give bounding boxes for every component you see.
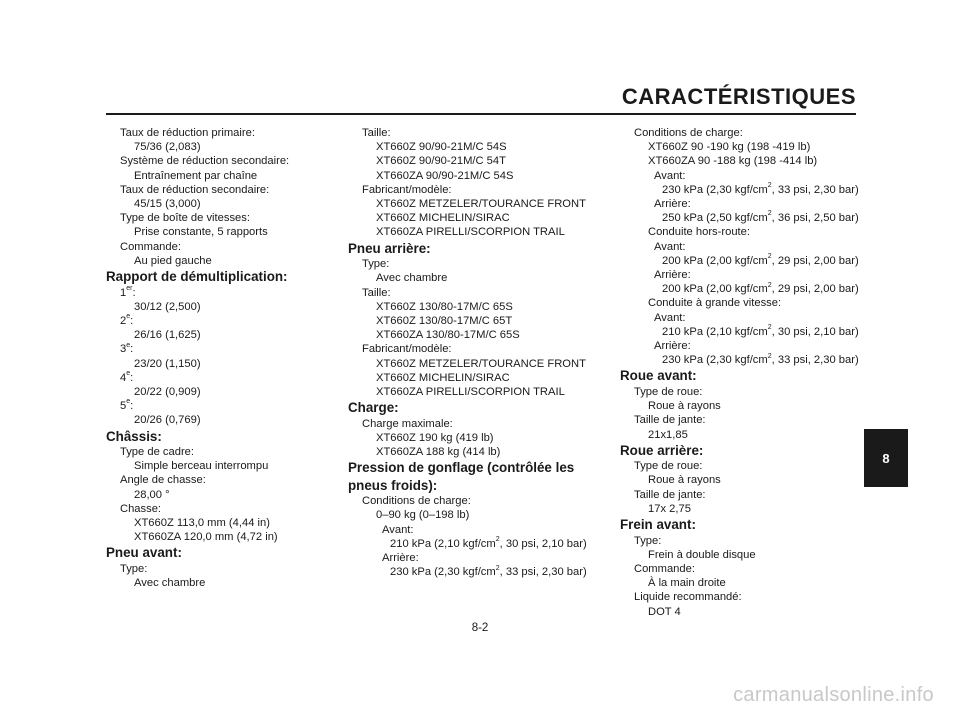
text: XT660Z 190 kg (419 lb) [376, 431, 494, 444]
text: , 29 psi, 2,00 bar) [771, 283, 859, 296]
superscript: 2 [767, 352, 772, 360]
text: 20/22 (0,909) [134, 385, 201, 398]
spec-label [106, 445, 342, 459]
spec-value [348, 140, 610, 154]
text: Liquide recommandé: [634, 591, 742, 604]
spec-label [106, 562, 342, 576]
text: Avec chambre [134, 577, 206, 590]
text: 230 kPa (2,30 kgf/cm [390, 566, 496, 579]
text: 250 kPa (2,50 kgf/cm [662, 212, 768, 225]
spec-value [348, 551, 610, 565]
text: XT660ZA 188 kg (414 lb) [376, 446, 501, 459]
text: Taille de jante: [634, 414, 706, 427]
text: : [130, 371, 134, 384]
spec-value [620, 548, 866, 562]
section-heading [348, 399, 610, 417]
text: XT660ZA 120,0 mm (4,72 in) [134, 531, 278, 544]
text: Prise constante, 5 rapports [134, 226, 268, 239]
text: Roue à rayons [648, 474, 721, 487]
spec-label [106, 126, 342, 140]
superscript: 2 [767, 182, 772, 190]
text: , 30 psi, 2,10 bar) [771, 325, 859, 338]
text: Frein avant: [620, 517, 696, 533]
text: 17x 2,75 [648, 502, 691, 515]
text: pneus froids): [348, 477, 438, 493]
spec-label [348, 342, 610, 356]
text: Fabricant/modèle: [362, 183, 452, 196]
spec-value [348, 225, 610, 239]
page-title: CARACTÉRISTIQUES [621, 84, 856, 109]
spec-value [106, 516, 342, 530]
text: Pneu arrière: [348, 240, 431, 256]
text: XT660Z MICHELIN/SIRAC [376, 212, 510, 225]
spec-value [348, 357, 610, 371]
superscript: 2 [767, 324, 772, 332]
text: Type de roue: [634, 385, 703, 398]
text: Commande: [634, 562, 695, 575]
text: 26/16 (1,625) [134, 329, 201, 342]
text: 45/15 (3,000) [134, 198, 201, 211]
text: , 30 psi, 2,10 bar) [499, 537, 587, 550]
spec-value [620, 197, 866, 211]
text: Type de cadre: [120, 446, 195, 459]
spec-value [348, 300, 610, 314]
text: XT660ZA PIRELLI/SCORPION TRAIL [376, 226, 565, 239]
spec-value [106, 530, 342, 544]
spec-label [106, 240, 342, 254]
spec-value [106, 225, 342, 239]
text: XT660Z 90/90-21M/C 54S [376, 141, 507, 154]
spec-label [106, 342, 342, 356]
text: , 36 psi, 2,50 bar) [771, 212, 859, 225]
text: Châssis: [106, 428, 162, 444]
text: 2 [120, 314, 127, 327]
spec-value [348, 508, 610, 522]
text: XT660ZA PIRELLI/SCORPION TRAIL [376, 385, 565, 398]
text: Avant: [654, 169, 686, 182]
spec-value [620, 339, 866, 353]
spec-label [106, 314, 342, 328]
text: Type: [634, 534, 662, 547]
spec-label [620, 488, 866, 502]
text: Rapport de démultiplication: [106, 269, 288, 285]
text: 200 kPa (2,00 kgf/cm [662, 283, 768, 296]
spec-value [620, 211, 866, 225]
spec-value [106, 254, 342, 268]
text: 30/12 (2,500) [134, 300, 201, 313]
text: Arrière: [654, 198, 691, 211]
spec-value [620, 502, 866, 516]
spec-value [620, 254, 866, 268]
chapter-tab: 8 [864, 429, 908, 487]
spec-label [620, 534, 866, 548]
spec-value [106, 488, 342, 502]
text: Conditions de charge: [362, 495, 471, 508]
section-heading [348, 240, 610, 258]
spec-label [106, 154, 342, 168]
text: DOT 4 [648, 605, 681, 618]
spec-label [106, 183, 342, 197]
text: Arrière: [654, 340, 691, 353]
spec-value [620, 154, 866, 168]
spec-value [106, 385, 342, 399]
section-heading [348, 459, 610, 477]
text: 21x1,85 [648, 428, 688, 441]
superscript: e [126, 398, 131, 406]
text: XT660Z METZELER/TOURANCE FRONT [376, 198, 586, 211]
section-heading [106, 268, 342, 286]
text: Pneu avant: [106, 545, 182, 561]
text: Conduite à grande vitesse: [648, 297, 782, 310]
spec-value [348, 385, 610, 399]
text: : [130, 400, 134, 413]
section-heading [620, 516, 866, 534]
text: Taux de réduction primaire: [120, 127, 255, 139]
spec-value [348, 523, 610, 537]
spec-value [620, 605, 866, 619]
superscript: 2 [495, 564, 500, 572]
spec-value [348, 431, 610, 445]
spec-value [620, 353, 866, 367]
text: Taille de jante: [634, 488, 706, 501]
text: , 33 psi, 2,30 bar) [499, 566, 587, 579]
text: 210 kPa (2,10 kgf/cm [662, 325, 768, 338]
spec-label [348, 494, 610, 508]
spec-value [106, 576, 342, 590]
text: : [132, 286, 136, 299]
superscript: e [126, 341, 131, 349]
spec-label [106, 211, 342, 225]
text: Taille: [362, 127, 391, 139]
page-number: 8-2 [471, 622, 489, 634]
text: Pression de gonflage (contrôlée les [348, 460, 575, 476]
spec-value [620, 296, 866, 310]
text: 0–90 kg (0–198 lb) [376, 509, 470, 522]
spec-value [348, 169, 610, 183]
spec-value [620, 169, 866, 183]
text: , 29 psi, 2,00 bar) [771, 254, 859, 267]
spec-column-3 [620, 126, 866, 619]
superscript: 2 [767, 210, 772, 218]
text: : [130, 314, 134, 327]
spec-label [620, 459, 866, 473]
spec-value [106, 357, 342, 371]
text: Charge maximale: [362, 417, 453, 430]
spec-value [620, 225, 866, 239]
text: XT660ZA 90/90-21M/C 54S [376, 169, 514, 182]
spec-value [348, 271, 610, 285]
text: XT660Z MICHELIN/SIRAC [376, 371, 510, 384]
text: XT660Z METZELER/TOURANCE FRONT [376, 357, 586, 370]
spec-column-1 [106, 126, 342, 590]
spec-label [348, 257, 610, 271]
text: Commande: [120, 240, 181, 253]
spec-value [620, 473, 866, 487]
spec-value [348, 314, 610, 328]
text: Roue arrière: [620, 442, 704, 458]
spec-label [620, 562, 866, 576]
section-heading [348, 477, 610, 495]
spec-value [348, 445, 610, 459]
spec-value [106, 459, 342, 473]
section-heading [620, 367, 866, 385]
spec-label [106, 473, 342, 487]
text: Angle de chasse: [120, 474, 206, 487]
text: Type de boîte de vitesses: [120, 212, 250, 225]
spec-value [620, 183, 866, 197]
spec-label [348, 183, 610, 197]
text: : [130, 343, 134, 356]
text: XT660ZA 90 -188 kg (198 -414 lb) [648, 155, 818, 168]
spec-value [348, 197, 610, 211]
superscript: 2 [767, 253, 772, 261]
superscript: e [126, 313, 131, 321]
spec-label [106, 399, 342, 413]
spec-value [106, 169, 342, 183]
section-heading [620, 442, 866, 460]
text: 23/20 (1,150) [134, 357, 201, 370]
spec-value [620, 576, 866, 590]
spec-value [620, 399, 866, 413]
spec-value [620, 240, 866, 254]
text: 5 [120, 400, 127, 413]
spec-label [348, 126, 610, 140]
spec-column-2 [348, 126, 610, 579]
text: Type: [120, 562, 148, 575]
text: 230 kPa (2,30 kgf/cm [662, 183, 768, 196]
text: , 33 psi, 2,30 bar) [771, 183, 859, 196]
text: 75/36 (2,083) [134, 141, 201, 154]
text: 1 [120, 286, 127, 299]
text: 210 kPa (2,10 kgf/cm [390, 537, 496, 550]
spec-value [348, 565, 610, 579]
text: XT660Z 113,0 mm (4,44 in) [134, 517, 270, 530]
text: Avant: [654, 240, 686, 253]
text: 20/26 (0,769) [134, 414, 201, 427]
section-heading [106, 544, 342, 562]
spec-label [620, 385, 866, 399]
spec-label [620, 590, 866, 604]
text: 4 [120, 371, 127, 384]
superscript: e [126, 370, 131, 378]
spec-label [106, 286, 342, 300]
spec-value [620, 282, 866, 296]
spec-value [106, 197, 342, 211]
header-rule [106, 113, 856, 115]
text: Conduite hors-route: [648, 226, 750, 239]
text: 230 kPa (2,30 kgf/cm [662, 354, 768, 367]
spec-value [620, 140, 866, 154]
spec-label [106, 502, 342, 516]
text: 3 [120, 343, 127, 356]
text: XT660Z 130/80-17M/C 65T [376, 314, 513, 327]
text: Arrière: [654, 269, 691, 282]
spec-value [348, 371, 610, 385]
spec-value [106, 300, 342, 314]
text: XT660Z 130/80-17M/C 65S [376, 300, 513, 313]
text: XT660Z 90 -190 kg (198 -419 lb) [648, 141, 811, 154]
spec-value [620, 428, 866, 442]
spec-value [348, 328, 610, 342]
text: Avant: [654, 311, 686, 324]
text: Taux de réduction secondaire: [120, 183, 270, 196]
superscript: er [126, 284, 133, 292]
spec-label [348, 286, 610, 300]
text: Simple berceau interrompu [134, 460, 269, 473]
spec-value [620, 325, 866, 339]
text: Type: [362, 258, 390, 271]
text: Taille: [362, 286, 391, 299]
text: Roue avant: [620, 368, 697, 384]
watermark: carmanualsonline.info [733, 684, 934, 706]
text: Avant: [382, 523, 414, 536]
spec-label [106, 371, 342, 385]
text: , 33 psi, 2,30 bar) [771, 354, 859, 367]
text: Système de réduction secondaire: [120, 155, 290, 168]
spec-label [348, 417, 610, 431]
text: Frein à double disque [648, 548, 756, 561]
text: 200 kPa (2,00 kgf/cm [662, 254, 768, 267]
spec-value [348, 537, 610, 551]
spec-value [106, 140, 342, 154]
text: Fabricant/modèle: [362, 343, 452, 356]
text: XT660ZA 130/80-17M/C 65S [376, 329, 520, 342]
text: Chasse: [120, 502, 162, 515]
spec-value [106, 328, 342, 342]
text: Avec chambre [376, 272, 448, 285]
text: Roue à rayons [648, 400, 721, 413]
text: Conditions de charge: [634, 127, 743, 139]
text: Au pied gauche [134, 254, 212, 267]
superscript: 2 [767, 281, 772, 289]
spec-value [348, 211, 610, 225]
spec-value [620, 311, 866, 325]
spec-value [620, 268, 866, 282]
text: Arrière: [382, 552, 419, 565]
superscript: 2 [495, 536, 500, 544]
text: XT660Z 90/90-21M/C 54T [376, 155, 506, 168]
spec-value [348, 154, 610, 168]
text: À la main droite [648, 577, 726, 590]
spec-value [106, 413, 342, 427]
spec-label [620, 413, 866, 427]
spec-label [620, 126, 866, 140]
section-heading [106, 428, 342, 446]
text: Charge: [348, 400, 399, 416]
text: 28,00 ° [134, 488, 170, 501]
text: Type de roue: [634, 460, 703, 473]
text: Entraînement par chaîne [134, 169, 258, 182]
